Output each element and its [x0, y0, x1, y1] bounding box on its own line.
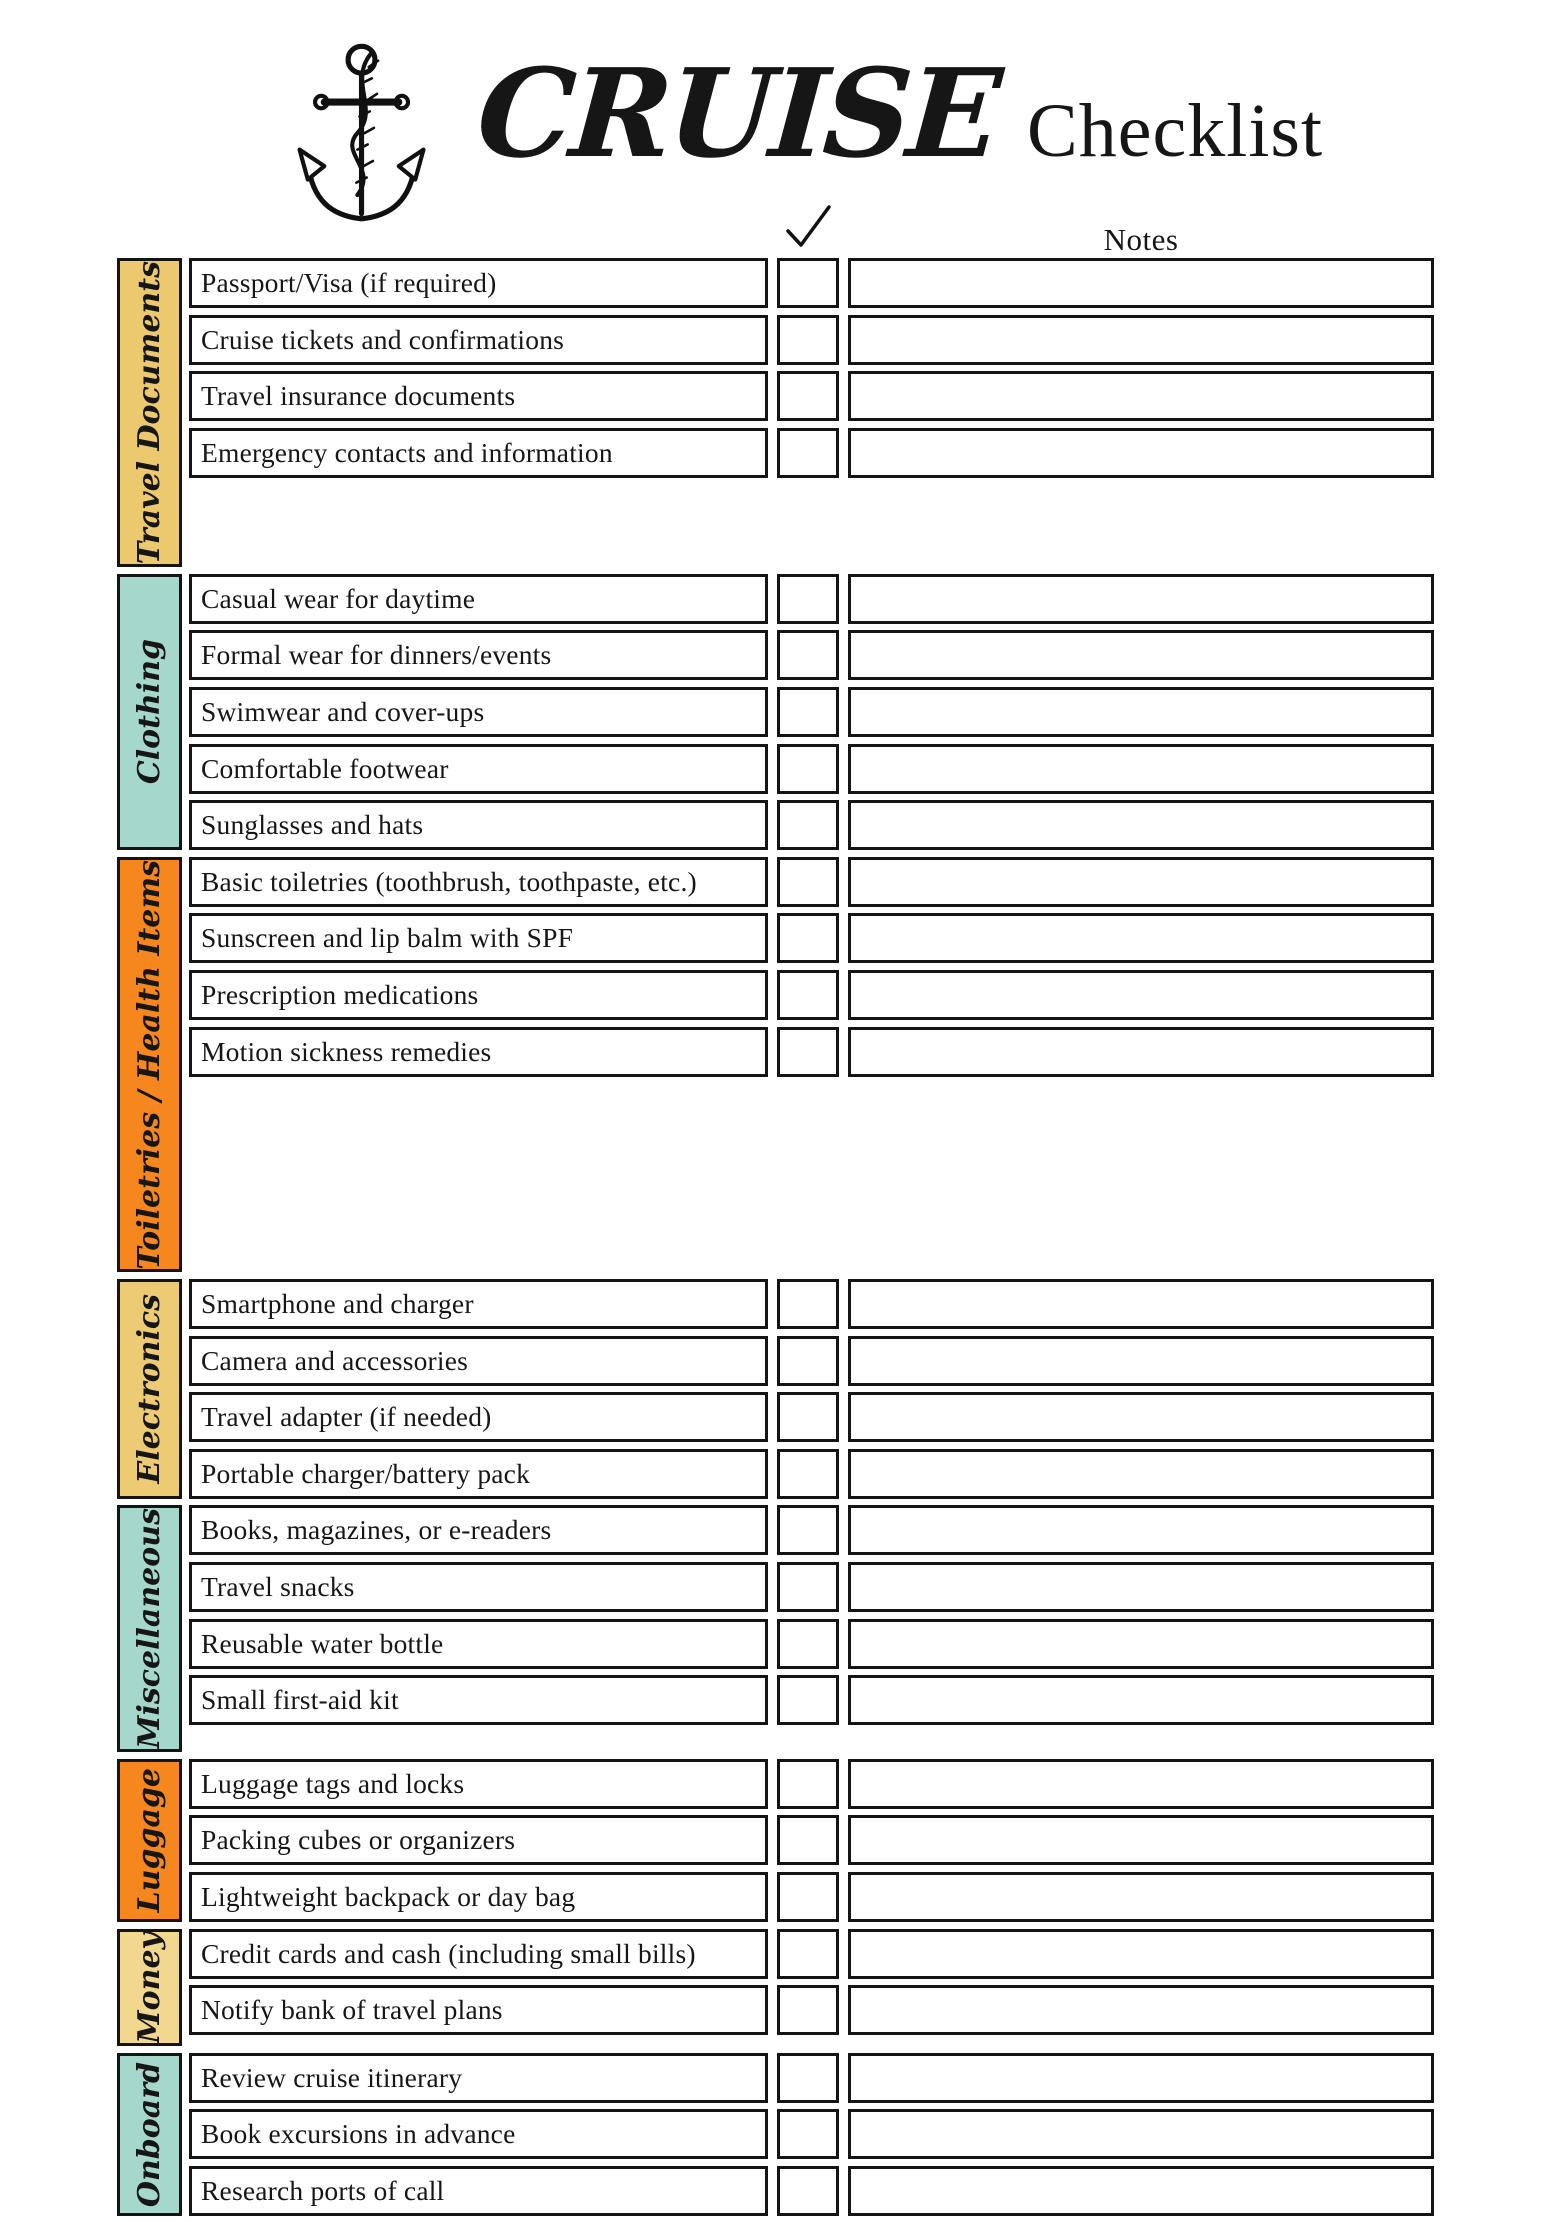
checklist-row: [189, 371, 1434, 421]
item-label-cell: Travel snacks: [189, 1562, 768, 1612]
item-label-cell: Prescription medications: [189, 970, 768, 1020]
category-group-luggage: [117, 1759, 1434, 1922]
category-group-miscellaneous: [117, 1505, 1434, 1752]
category-label: Luggage: [132, 1768, 167, 1913]
checklist-row: [189, 913, 1434, 963]
checklist-row: [189, 857, 1434, 907]
item-notes-field[interactable]: [848, 428, 1434, 478]
checklist-row: [189, 800, 1434, 850]
anchor-icon: [283, 38, 438, 243]
item-notes-field[interactable]: [848, 1929, 1434, 1979]
item-label-cell: Cruise tickets and confirmations: [189, 315, 768, 365]
category-rows: [189, 2053, 1434, 2216]
item-notes-field[interactable]: [848, 857, 1434, 907]
item-checkbox[interactable]: [777, 857, 839, 907]
category-rows: [189, 1505, 1434, 1752]
item-label-cell: Comfortable footwear: [189, 744, 768, 794]
item-label-cell: Basic toiletries (toothbrush, toothpaste, etc.): [189, 857, 768, 907]
item-notes-field[interactable]: [848, 1336, 1434, 1386]
item-label-cell: Portable charger/battery pack: [189, 1449, 768, 1499]
item-notes-field[interactable]: [848, 913, 1434, 963]
page-title-script: CRUISE: [472, 41, 1003, 185]
notes-column-header: Notes: [1103, 222, 1179, 257]
item-label-cell: Lightweight backpack or day bag: [189, 1872, 768, 1922]
item-label-cell: Credit cards and cash (including small bills): [189, 1929, 768, 1979]
item-label-cell: Sunscreen and lip balm with SPF: [189, 913, 768, 963]
category-group-clothing: [117, 574, 1434, 850]
category-sidebar-toiletries-health-items: [117, 857, 182, 1273]
item-checkbox[interactable]: [777, 1505, 839, 1555]
category-label: Travel Documents: [132, 261, 167, 565]
checklist-row: [189, 1675, 1434, 1725]
item-label-cell: Passport/Visa (if required): [189, 258, 768, 308]
item-checkbox[interactable]: [777, 1279, 839, 1329]
item-checkbox[interactable]: [777, 2166, 839, 2216]
category-sidebar-electronics: [117, 1279, 182, 1499]
checklist-row: [189, 1336, 1434, 1386]
category-rows: [189, 1759, 1434, 1922]
item-checkbox[interactable]: [777, 1929, 839, 1979]
category-rows: [189, 857, 1434, 1273]
item-checkbox[interactable]: [777, 1562, 839, 1612]
checklist-row: [189, 428, 1434, 478]
item-label-cell: Review cruise itinerary: [189, 2053, 768, 2103]
item-label-cell: Luggage tags and locks: [189, 1759, 768, 1809]
page-title-rest: Checklist: [1027, 89, 1324, 173]
item-checkbox[interactable]: [777, 258, 839, 308]
item-label-cell: Emergency contacts and information: [189, 428, 768, 478]
item-label-cell: Swimwear and cover-ups: [189, 687, 768, 737]
item-label-cell: Formal wear for dinners/events: [189, 630, 768, 680]
category-group-onboard: [117, 2053, 1434, 2216]
checklist-row: [189, 687, 1434, 737]
item-notes-field[interactable]: [848, 1985, 1434, 2035]
checklist-row: [189, 2109, 1434, 2159]
item-checkbox[interactable]: [777, 315, 839, 365]
checklist-row: [189, 2166, 1434, 2216]
item-notes-field[interactable]: [848, 2109, 1434, 2159]
item-checkbox[interactable]: [777, 1675, 839, 1725]
checklist-row: [189, 1872, 1434, 1922]
item-checkbox[interactable]: [777, 2109, 839, 2159]
item-notes-field[interactable]: [848, 1027, 1434, 1077]
item-checkbox[interactable]: [777, 428, 839, 478]
category-rows: [189, 574, 1434, 850]
item-label-cell: Research ports of call: [189, 2166, 768, 2216]
item-checkbox[interactable]: [777, 2053, 839, 2103]
checklist-row: [189, 574, 1434, 624]
item-notes-field[interactable]: [848, 1562, 1434, 1612]
checklist-row: [189, 1562, 1434, 1612]
checklist-row: [189, 1392, 1434, 1442]
item-checkbox[interactable]: [777, 630, 839, 680]
item-notes-field[interactable]: [848, 1815, 1434, 1865]
item-label-cell: Small first-aid kit: [189, 1675, 768, 1725]
category-rows: [189, 1279, 1434, 1499]
item-notes-field[interactable]: [848, 574, 1434, 624]
category-label: Onboard: [132, 2061, 167, 2207]
category-rows: [189, 258, 1434, 567]
item-checkbox[interactable]: [777, 913, 839, 963]
item-notes-field[interactable]: [848, 970, 1434, 1020]
item-notes-field[interactable]: [848, 1675, 1434, 1725]
item-checkbox[interactable]: [777, 1336, 839, 1386]
checklist-row: [189, 1759, 1434, 1809]
category-group-toiletries-health-items: [117, 857, 1434, 1273]
item-label-cell: Travel adapter (if needed): [189, 1392, 768, 1442]
item-checkbox[interactable]: [777, 1449, 839, 1499]
item-label-cell: Book excursions in advance: [189, 2109, 768, 2159]
item-notes-field[interactable]: [848, 1279, 1434, 1329]
item-label-cell: Notify bank of travel plans: [189, 1985, 768, 2035]
category-sidebar-onboard: [117, 2053, 182, 2216]
item-notes-field[interactable]: [848, 1505, 1434, 1555]
category-group-money: [117, 1929, 1434, 2047]
category-sidebar-money: [117, 1929, 182, 2047]
category-label: Miscellaneous: [132, 1508, 167, 1750]
category-label: Money: [132, 1931, 167, 2044]
item-checkbox[interactable]: [777, 574, 839, 624]
item-checkbox[interactable]: [777, 371, 839, 421]
checklist-row: [189, 1449, 1434, 1499]
checklist-row: [189, 258, 1434, 308]
item-notes-field[interactable]: [848, 1872, 1434, 1922]
item-notes-field[interactable]: [848, 2166, 1434, 2216]
checklist-row: [189, 1619, 1434, 1669]
item-label-cell: Sunglasses and hats: [189, 800, 768, 850]
item-checkbox[interactable]: [777, 1815, 839, 1865]
item-checkbox[interactable]: [777, 800, 839, 850]
checklist-row: [189, 315, 1434, 365]
checklist-row: [189, 1279, 1434, 1329]
checklist-row: [189, 1027, 1434, 1077]
checklist-row: [189, 2053, 1434, 2103]
checklist-row: [189, 744, 1434, 794]
category-sidebar-miscellaneous: [117, 1505, 182, 1752]
item-checkbox[interactable]: [777, 1619, 839, 1669]
item-notes-field[interactable]: [848, 800, 1434, 850]
item-checkbox[interactable]: [777, 1027, 839, 1077]
item-label-cell: Travel insurance documents: [189, 371, 768, 421]
item-checkbox[interactable]: [777, 744, 839, 794]
item-notes-field[interactable]: [848, 1392, 1434, 1442]
category-group-electronics: [117, 1279, 1434, 1499]
category-sidebar-luggage: [117, 1759, 182, 1922]
checklist-row: [189, 1929, 1434, 1979]
item-notes-field[interactable]: [848, 744, 1434, 794]
item-label-cell: Reusable water bottle: [189, 1619, 768, 1669]
checklist-table: [117, 258, 1434, 2222]
item-label-cell: Camera and accessories: [189, 1336, 768, 1386]
item-checkbox[interactable]: [777, 1392, 839, 1442]
item-notes-field[interactable]: [848, 1759, 1434, 1809]
item-notes-field[interactable]: [848, 2053, 1434, 2103]
item-checkbox[interactable]: [777, 687, 839, 737]
item-label-cell: Casual wear for daytime: [189, 574, 768, 624]
item-checkbox[interactable]: [777, 1985, 839, 2035]
item-notes-field[interactable]: [848, 687, 1434, 737]
item-notes-field[interactable]: [848, 630, 1434, 680]
item-notes-field[interactable]: [848, 371, 1434, 421]
checklist-row: [189, 1815, 1434, 1865]
category-sidebar-travel-documents: [117, 258, 182, 567]
category-label: Electronics: [132, 1294, 167, 1484]
item-label-cell: Motion sickness remedies: [189, 1027, 768, 1077]
category-label: Toiletries / Health Items: [132, 859, 167, 1270]
checklist-row: [189, 630, 1434, 680]
item-label-cell: Packing cubes or organizers: [189, 1815, 768, 1865]
checklist-row: [189, 1505, 1434, 1555]
checklist-row: [189, 1985, 1434, 2035]
page-title: [472, 41, 1324, 185]
item-checkbox[interactable]: [777, 1759, 839, 1809]
category-rows: [189, 1929, 1434, 2047]
item-checkbox[interactable]: [777, 970, 839, 1020]
checkmark-icon: [777, 198, 839, 254]
category-label: Clothing: [132, 639, 167, 785]
item-notes-field[interactable]: [848, 1619, 1434, 1669]
item-notes-field[interactable]: [848, 258, 1434, 308]
category-group-travel-documents: [117, 258, 1434, 567]
item-notes-field[interactable]: [848, 1449, 1434, 1499]
checklist-row: [189, 970, 1434, 1020]
item-notes-field[interactable]: [848, 315, 1434, 365]
item-checkbox[interactable]: [777, 1872, 839, 1922]
item-label-cell: Books, magazines, or e-readers: [189, 1505, 768, 1555]
item-label-cell: Smartphone and charger: [189, 1279, 768, 1329]
category-sidebar-clothing: [117, 574, 182, 850]
